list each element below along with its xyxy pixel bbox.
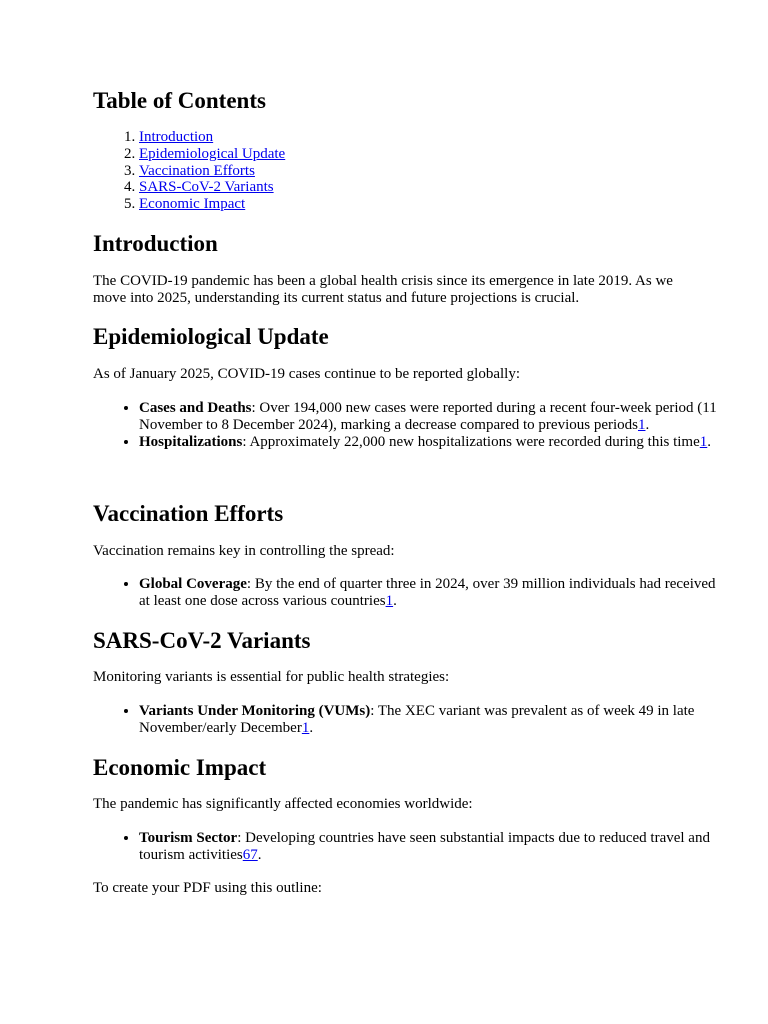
list-item — [139, 576, 721, 610]
list-item-text: : The XEC variant was prevalent as of week 49 in late November/early December — [139, 703, 695, 736]
list-item — [139, 703, 721, 737]
list-item — [139, 830, 721, 864]
variants-list — [93, 703, 721, 737]
list-item-text: : Developing countries have seen substantial impacts due to reduced travel and tourism activities — [139, 830, 710, 863]
list-item — [139, 400, 721, 434]
list-item-term: Cases and Deaths — [139, 400, 252, 416]
list-item-end: . — [645, 417, 650, 433]
section-heading-epidemiological-update: Epidemiological Update — [93, 324, 329, 349]
epidemiological-intro: As of January 2025, COVID-19 cases continue to be reported globally: — [93, 366, 520, 382]
reference-link[interactable]: 1 — [301, 720, 310, 736]
list-item-text: : By the end of quarter three in 2024, over 39 million individuals had received at least one dose across various countries — [139, 576, 716, 609]
reference-link[interactable]: 1 — [385, 593, 394, 609]
variants-intro: Monitoring variants is essential for public health strategies: — [93, 669, 450, 685]
toc-title: Table of Contents — [93, 88, 266, 113]
list-item-term: Variants Under Monitoring (VUMs) — [139, 703, 371, 719]
section-heading-economic-impact: Economic Impact — [93, 755, 267, 780]
reference-link[interactable]: 1 — [637, 417, 646, 433]
toc-link-sars-cov-2-variants[interactable]: SARS-CoV-2 Variants — [139, 179, 274, 196]
list-item-term: Tourism Sector — [139, 830, 238, 846]
toc-item — [139, 179, 285, 196]
section-heading-introduction: Introduction — [93, 231, 218, 256]
section-heading-vaccination-efforts: Vaccination Efforts — [93, 501, 284, 526]
closing-paragraph: To create your PDF using this outline: — [93, 880, 322, 896]
reference-link[interactable]: 1 — [699, 434, 708, 450]
list-item-text: : Approximately 22,000 new hospitalizations were recorded during this time — [242, 434, 700, 450]
toc-item — [139, 163, 285, 180]
toc-item — [139, 146, 285, 163]
list-item-end: . — [707, 434, 712, 450]
toc-link-vaccination-efforts[interactable]: Vaccination Efforts — [139, 162, 255, 179]
toc-link-epidemiological-update[interactable]: Epidemiological Update — [139, 145, 286, 162]
list-item-end: . — [393, 593, 397, 609]
toc-link-economic-impact[interactable]: Economic Impact — [139, 196, 246, 212]
toc-item — [139, 196, 285, 213]
epidemiological-list — [93, 400, 721, 451]
vaccination-intro: Vaccination remains key in controlling the spread: — [93, 543, 395, 559]
economic-intro: The pandemic has significantly affected economies worldwide: — [93, 796, 473, 812]
toc-link-introduction[interactable]: Introduction — [139, 129, 214, 145]
list-item-text: : Over 194,000 new cases were reported during a recent four-week period (11 November to 8 December 2024), marking a decrease compared to previous periods — [139, 400, 717, 433]
economic-list — [93, 830, 721, 864]
toc-item — [139, 129, 285, 146]
toc-list — [93, 129, 285, 213]
list-item-end: . — [257, 847, 262, 863]
list-item-term: Global Coverage — [139, 576, 247, 592]
section-heading-sars-cov-2-variants: SARS-CoV-2 Variants — [93, 628, 311, 653]
reference-link[interactable]: 67 — [242, 847, 258, 863]
vaccination-list — [93, 576, 721, 610]
list-item-end: . — [309, 720, 314, 736]
introduction-paragraph: The COVID-19 pandemic has been a global health crisis since its emergence in late 2019. As we move into 2025, understanding its current status and future projections is crucial. — [93, 273, 673, 306]
list-item — [139, 434, 721, 451]
list-item-term: Hospitalizations — [139, 434, 243, 450]
